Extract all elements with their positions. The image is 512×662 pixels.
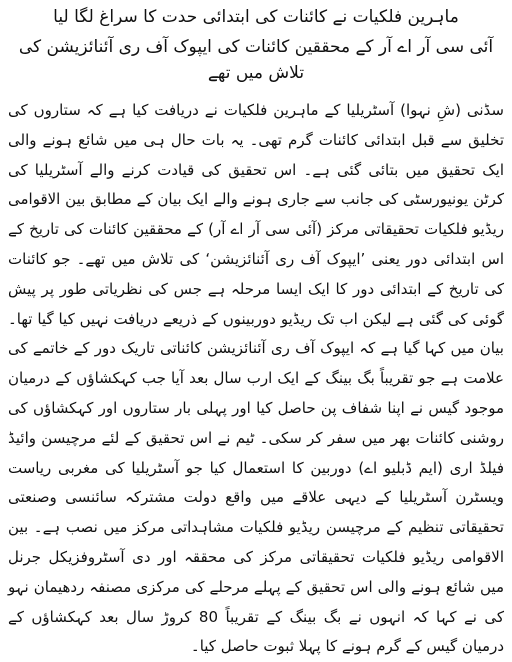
article-headline: ماہرین فلکیات نے کائنات کی ابتدائی حدت کا سراغ لگا لیا: [53, 7, 459, 27]
article-body: سڈنی (شِ نہوا) آسٹریلیا کے ماہرین فلکیات نے دریافت کیا ہے کہ ستاروں کی تخلیق سے قبل ابتدائی کائنات گرم تھی۔ یہ بات حال ہی میں شائع ہونے والی ایک تحقیق میں بتائی گئی ہے۔ اس تحقیق کی قیادت کرنے والے آسٹریلیا کی کرٹن یونیورسٹی کی جانب سے جاری ہونے والے ایک بیان کے مطابق بین الاقوامی ریڈیو فلکیات تحقیقاتی مرکز (آئی سی آر اے آر) کے محققین کائنات کی تاریخ کے اس ابتدائی دور یعنی ’ایپوک آف ری آئنائزیشن‘ کی تلاش میں تھے۔ جو کائنات کی تاریخ کے ابتدائی دور کا ایک ایسا مرحلہ ہے جس کی نظریاتی طور پر پیش گوئی کی گئی ہے لیکن اب تک ریڈیو دوربینوں کے ذریعے دریافت نہیں کیا گیا تھا۔ بیان میں کہا گیا ہے کہ ایپوک آف ری آئنائزیشن کائناتی تاریک دور کے خاتمے کی علامت ہے جو تقریباً بگ بینگ کے ایک ارب سال بعد آیا جب کہکشاؤں کے درمیان موجود گیس نے اپنا شفاف پن حاصل کیا اور پہلی بار ستاروں اور کہکشاؤں کی روشنی کائنات بھر میں سفر کر سکی۔ ٹیم نے اس تحقیق کے لئے مرچیسن وائیڈ فیلڈ اری (ایم ڈبلیو اے) دوربین کا استعمال کیا جو آسٹریلیا کی مغربی ریاست ویسٹرن آسٹریلیا کے دیہی علاقے میں واقع دولت مشترکہ سائنسی وصنعتی تحقیقاتی تنظیم کے مرچیسن ریڈیو فلکیات مشاہداتی مرکز میں نصب ہے۔ بین الاقوامی ریڈیو فلکیات تحقیقاتی مرکز کی محققہ اور دی آسٹروفزیکل جرنل میں شائع ہونے والی اس تحقیق کے پہلے مرحلے کی مرکزی مصنفہ ردھیمان نہو کی نے کہا کہ انہوں نے بگ بینگ کے تقریباً 80 کروڑ سال بعد کہکشاؤں کے درمیان گیس کے گرم ہونے کا پہلا ثبوت حاصل کیا۔: [8, 101, 505, 656]
article-subheadline: آئی سی آر اے آر کے محققین کائنات کی ایپوک آف ری آئنائزیشن کی تلاش میں تھے: [18, 37, 494, 83]
